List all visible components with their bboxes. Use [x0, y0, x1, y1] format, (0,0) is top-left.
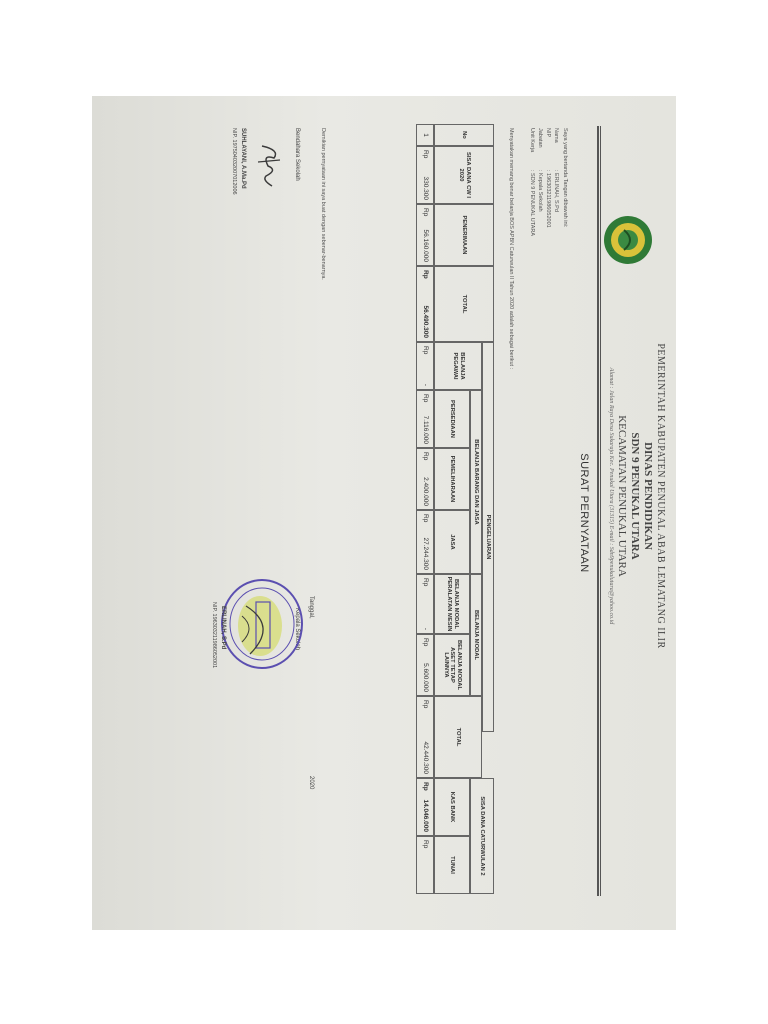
field-value: : 196303211986052001 — [545, 170, 551, 228]
th-modal-peralatan: BELANJA MODAL PERALATAN MESIN — [434, 574, 470, 634]
td-tunai — [416, 836, 434, 894]
letterhead-line-1: PEMERINTAH KABUPATEN PENUKAL ABAB LEMATANG ILIR — [655, 343, 666, 649]
td-penerimaan — [416, 204, 434, 266]
th-total-2: TOTAL — [434, 696, 482, 778]
rp-label: Rp — [421, 208, 429, 217]
td-sisa-dana — [416, 146, 434, 204]
cell-value: 56.490.300 — [421, 305, 429, 338]
td-no: 1 — [416, 124, 434, 146]
field-label: Unit Kerja — [529, 128, 535, 153]
th-tunai: TUNAI — [434, 836, 470, 894]
rotated-document — [92, 96, 676, 930]
cell-value: 42.440.300 — [421, 741, 429, 774]
rp-label: Rp — [421, 394, 429, 403]
rp-label: Rp — [421, 150, 429, 159]
letterhead-line-3: SDN 9 PENUKAL UTARA — [629, 432, 641, 560]
th-pemeliharaan: PEMELIHARAAN — [434, 448, 470, 510]
th-belanja-pegawai: BELANJA PEGAWAI — [434, 342, 482, 390]
rp-label: Rp — [421, 346, 429, 355]
th-belanja-modal: BELANJA MODAL — [470, 574, 482, 696]
th-jasa: JASA — [434, 510, 470, 574]
scanned-paper — [92, 96, 676, 930]
th-belanja-barang: BELANJA BARANG DAN JASA — [470, 390, 482, 574]
district-logo-icon — [602, 214, 654, 266]
th-sisa-cw2: SISA DANA CATURWULAN 2 — [470, 778, 494, 894]
field-label: Nama — [553, 128, 559, 143]
cell-value: 5.600.000 — [421, 663, 429, 692]
principal-name: ERLINAH, S.Pd — [220, 606, 226, 650]
treasurer-nip: NIP. 197504032007012006 — [231, 128, 237, 195]
letterhead-rule — [600, 126, 601, 896]
cell-value: 27.244.300 — [421, 537, 429, 570]
th-sisa-dana: SISA DANA CW I 2020 — [434, 146, 494, 204]
rp-label: Rp — [421, 452, 429, 461]
cell-value: - — [421, 383, 429, 386]
cell-value: 14.046.000 — [421, 799, 429, 832]
th-modal-aset: BELANJA MODAL ASET TETAP LAINNYA — [434, 634, 470, 696]
cell-value: 2.400.000 — [421, 477, 429, 506]
treasurer-signature-icon — [254, 136, 284, 196]
rp-label: Rp — [421, 514, 429, 523]
th-no: No — [434, 124, 494, 146]
intro-statement: Menyatakan memang benar belanja BOS APBN Caturwulan II Tahun 2020 adalah sebagai berikut : — [508, 128, 514, 370]
field-value: : ERLINAH, S.Pd — [553, 170, 559, 212]
th-penerimaan: PENERIMAAN — [434, 204, 494, 266]
date-year: 2020 — [308, 776, 314, 790]
th-kas-bank: KAS BANK — [434, 778, 470, 836]
td-total-2 — [416, 696, 434, 778]
treasurer-name: SUHLAYANI, A.Ma.Pd — [240, 128, 246, 189]
principal-nip: NIP. 196303211986052001 — [211, 602, 217, 669]
td-jasa — [416, 510, 434, 574]
cell-value: - — [421, 627, 429, 630]
field-value: : SDN 9 PENUKAL UTARA — [529, 170, 535, 237]
rp-label: Rp — [421, 700, 429, 709]
letterhead-address: Alamat : Jalan Raya Desa Sukaraja Kec. Penukal Utara (31315) E-mail : Sdn9penukalutara@yahoo.co.id — [608, 367, 614, 625]
rp-label: Rp — [421, 270, 429, 279]
td-modal-peralatan — [416, 574, 434, 634]
date-label: Tanggal, — [308, 596, 314, 619]
rp-label: Rp — [421, 840, 429, 849]
cell-value: 7.116.000 — [421, 415, 429, 444]
td-total — [416, 266, 434, 342]
signer-intro: Saya yang bertanda Tangan dibawah ini: — [562, 128, 568, 228]
th-pengeluaran: PENGELUARAN — [482, 342, 494, 732]
letterhead-rule-thick — [597, 126, 599, 896]
td-persediaan — [416, 390, 434, 448]
td-belanja-pegawai — [416, 342, 434, 390]
field-label: Jabatan — [537, 128, 543, 148]
cell-value: 56.160.000 — [421, 229, 429, 262]
rp-label: Rp — [421, 578, 429, 587]
school-stamp-icon — [216, 576, 308, 676]
closing-statement: Demikian pernyataan ini saya buat dengan sebenar-benarnya. — [320, 128, 326, 280]
principal-role: Kepala Sekolah — [294, 608, 300, 651]
td-kas-bank — [416, 778, 434, 836]
td-modal-aset — [416, 634, 434, 696]
th-persediaan: PERSEDIAAN — [434, 390, 470, 448]
field-value: : Kepala Sekolah — [537, 170, 543, 212]
document-title: SURAT PERNYATAAN — [578, 453, 590, 573]
letterhead-line-2: DINAS PENDIDIKAN — [642, 442, 654, 550]
td-pemeliharaan — [416, 448, 434, 510]
th-total: TOTAL — [434, 266, 494, 342]
rp-label: Rp — [421, 782, 429, 791]
cell-value: 330.300 — [421, 176, 429, 200]
expense-table — [336, 124, 494, 932]
field-label: NIP — [545, 128, 551, 138]
letterhead-line-4: KECAMATAN PENUKAL UTARA — [616, 415, 628, 577]
rp-label: Rp — [421, 638, 429, 647]
treasurer-role: Bendahara Sekolah — [294, 128, 300, 181]
